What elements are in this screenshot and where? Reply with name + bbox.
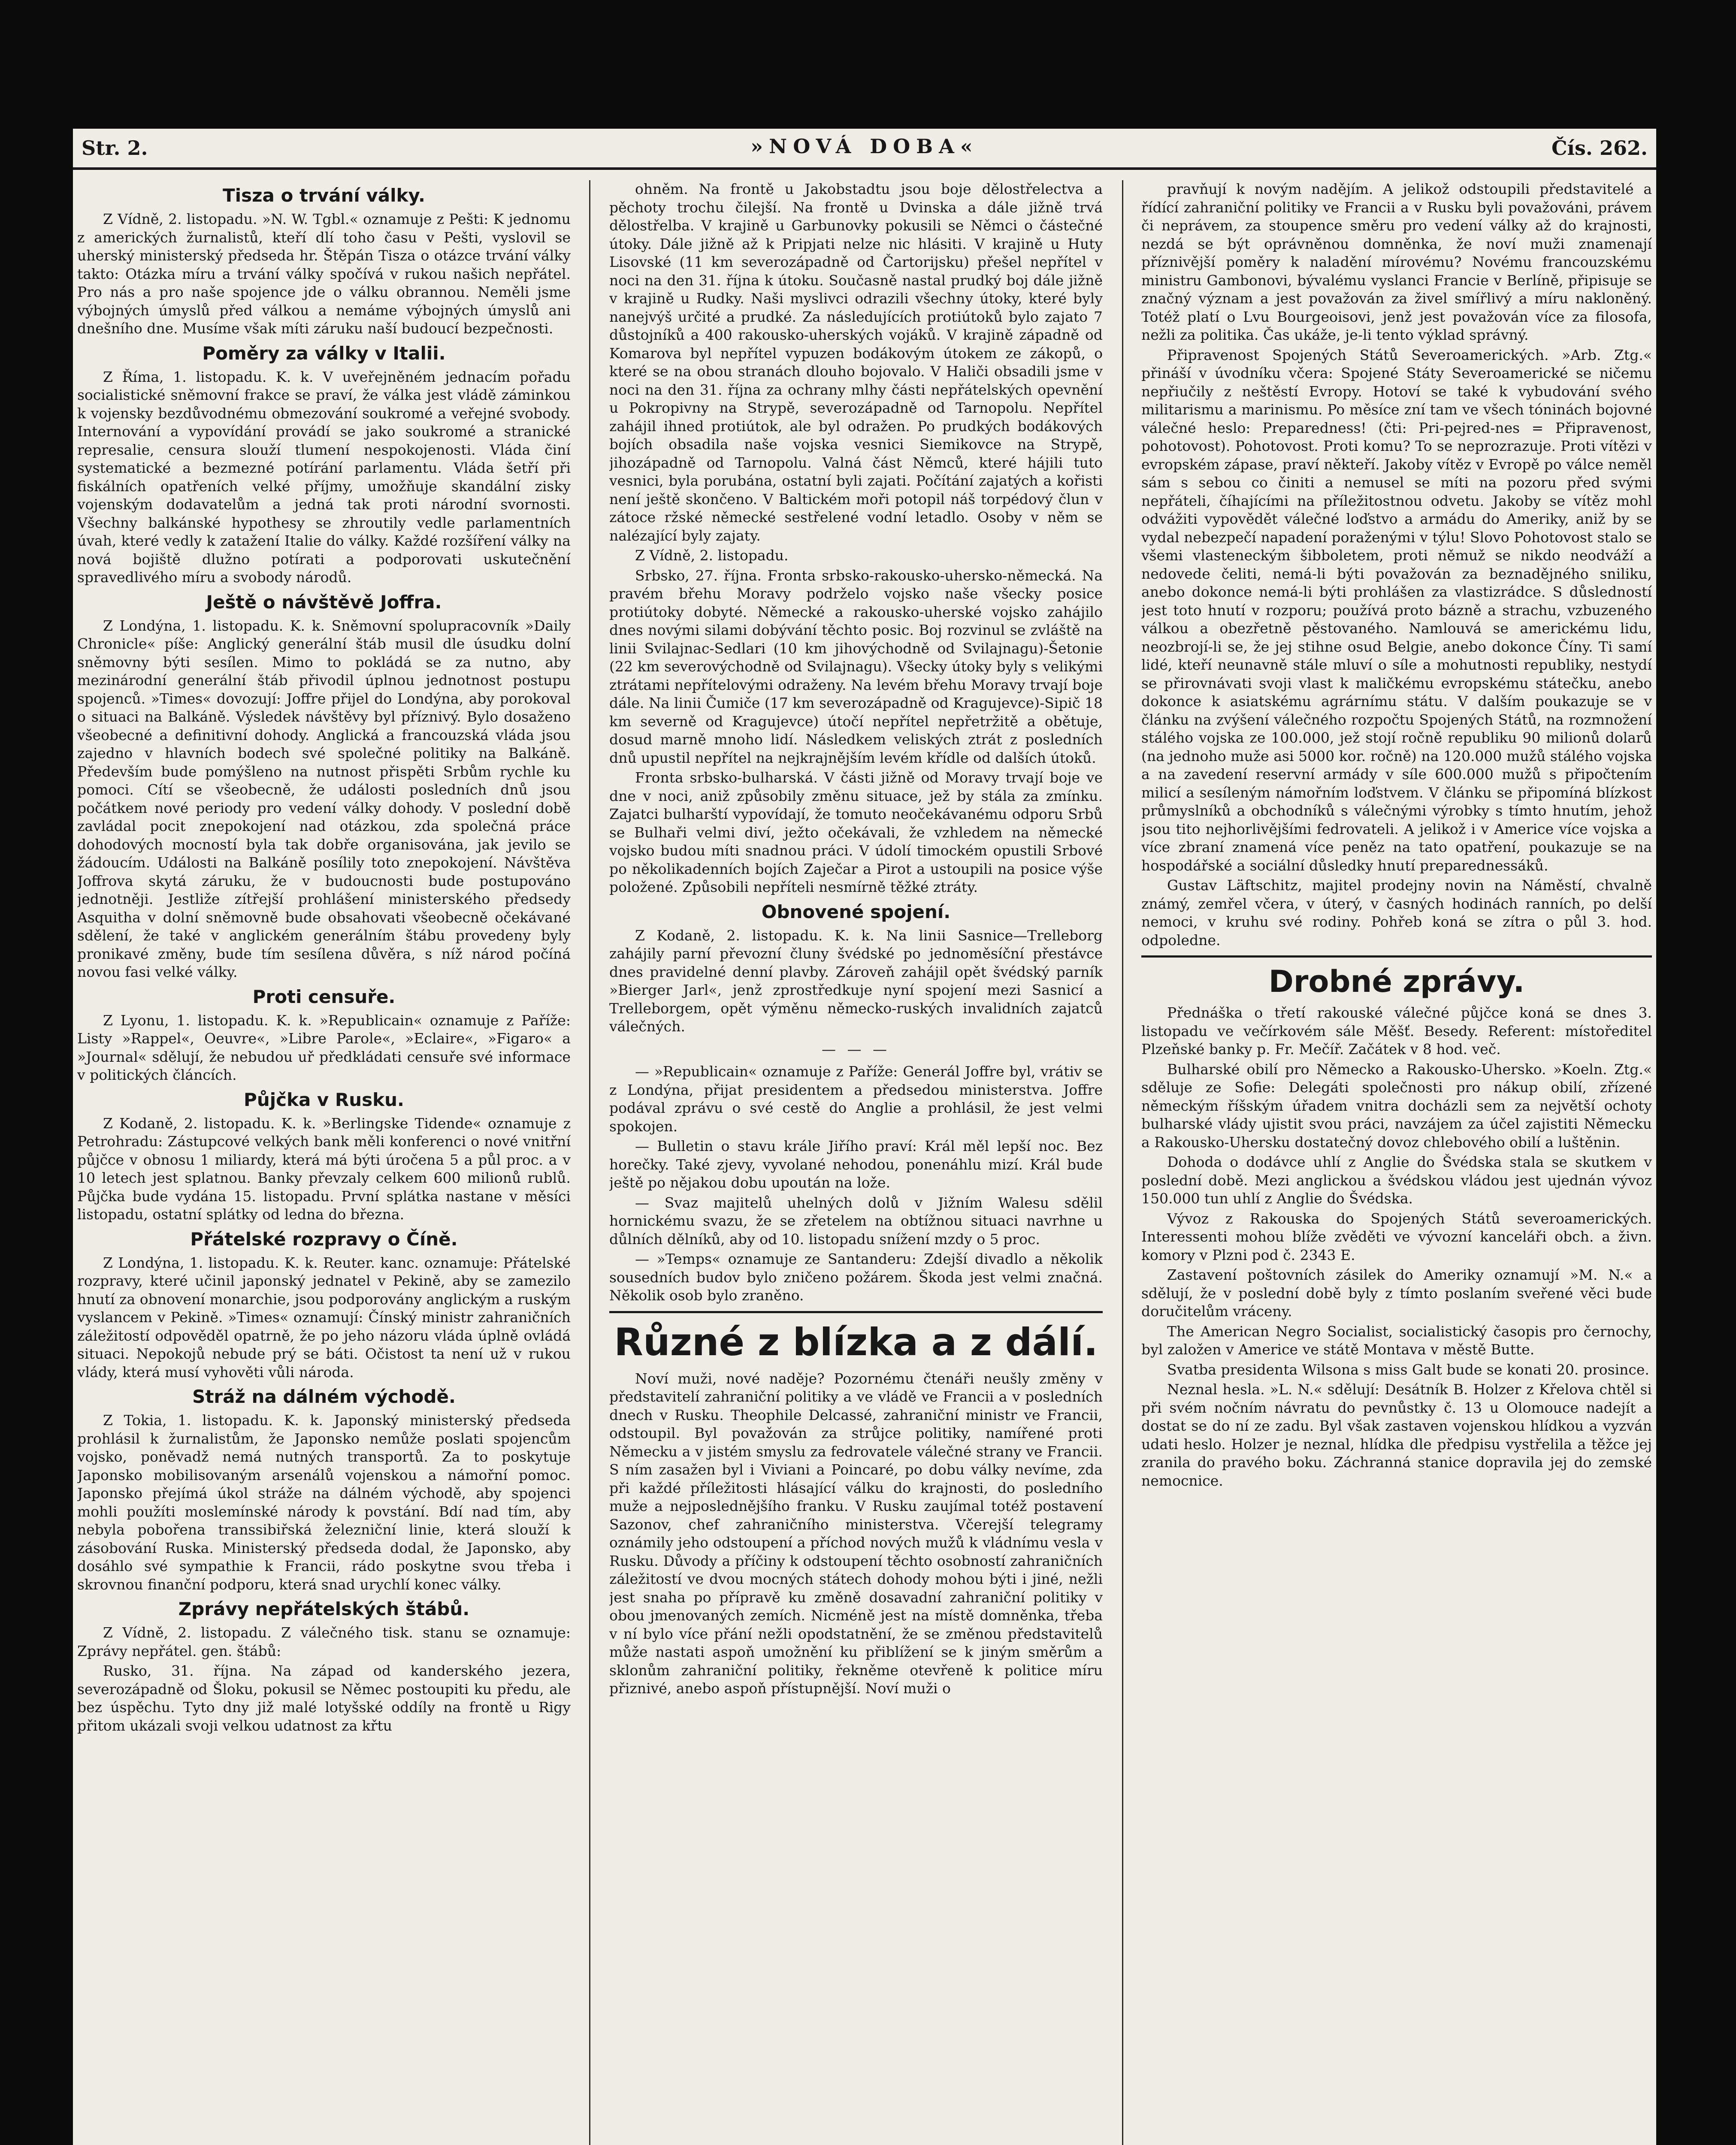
article-text: — »Temps« oznamuje ze Santanderu: Zdejší divadlo a několik sousedních budov bylo zničeno požárem. Škoda jest velmi značná. Několik osob bylo zraněno. xyxy=(609,1251,1103,1304)
article-text: Vývoz z Rakouska do Spojených Států severoamerických. Interessenti mohou blíže zvěděti ve vývozní kanceláři obch. a živn. komory v Plzni pod č. 2343 E. xyxy=(1141,1210,1652,1263)
article-text: Dohoda o dodávce uhlí z Anglie do Švédska stala se skutkem v poslední době. Mezi anglickou a švédskou vládou jest ujednán vývoz 150.000 tun uhlí z Anglie do Švédska. xyxy=(1141,1154,1652,1207)
article-text: Fronta srbsko-bulharská. V části jižně od Moravy trvají boje ve dne v noci, aniž způsobily změnu situace, jež by stála za zmínku. Zajatci bulharští vypovídají, že tomuto neočekávanému odporu Srbů se Bulhaři velmi diví, ježto očekávali, že vzhledem na německé vojsko budou míti snadnou práci. V údolí timockém opustili Srbové po několikadenních bojích Zaječar a Pirot a ustoupili na posice výše položené. Způsobili nepříteli nesmírně těžké ztráty. xyxy=(609,769,1103,895)
masthead-title: »NOVÁ DOBA« xyxy=(750,135,979,158)
article-text: — »Republicain« oznamuje z Paříže: Generál Joffre byl, vrátiv se z Londýna, přijat presidentem a předsedou ministerstva. Joffre podával zprávu o své cestě do Anglie a prohlásil, že jest velmi spokojen. xyxy=(609,1063,1103,1135)
article-text: Z Kodaně, 2. listopadu. K. k. Na linii Sasnice—Trelleborg zahájily parní převozní čluny švédské po jednoměsíční přestávce dnes pravidelné denní plavby. Zároveň zahájil opět švédský parník »Bierger Jarl«, jenž zprostředkuje nyní spojení mezi Sasnicí a Trelleborgem, opět výměnu německo-ruských invalidních zajatců válečných. xyxy=(609,927,1103,1035)
article-text: Přednáška o třetí rakouské válečné půjčce koná se dnes 3. listopadu ve večírkovém sále Měšť. Besedy. Referent: místoředitel Plzeňské banky p. Fr. Mečíř. Začátek v 8 hod. več. xyxy=(1141,1004,1652,1057)
article-text: Z Kodaně, 2. listopadu. K. k. »Berlingske Tidende« oznamuje z Petrohradu: Zástupcové velkých bank měli konferenci o nové vnitřní půjčce v obnosu 1 miliardy, která má býti úročena 5 a půl proc. a v 10 letech jest splatnou. Banky převzaly celkem 600 milionů rublů. Půjčka bude vydána 15. listopadu. První splátka nastane v měsíci listopadu, ostatní splátky od ledna do března. xyxy=(77,1115,571,1223)
article-text: Gustav Läftschitz, majitel prodejny novin na Náměstí, chvalně známý, zemřel včera, v úterý, v časných hodinách ranních, po delší nemoci, v kruhu své rodiny. Pohřeb koná se zítra o půl 3. hod. odpoledne. xyxy=(1141,877,1652,949)
article-text: pravňují k novým nadějím. A jelikož odstoupili představitelé a řídící zahraniční politiky ve Francii a v Rusku byli považováni, právem či neprávem, za stoupence směru pro vedení války až do krajnosti, nezdá se být oprávněnou domněnka, že noví muži znamenají příznivější poměry k naladění mírovému? Novému francouzskému ministru Gambonovi, bývalému vyslanci Francie v Berlíně, připisuje se značný význam a jest považován za živel smířlivý a míru nakloněný. Totéž platí o Lvu Bourgeoisovi, jenž jest považován více za filosofa, nežli za politika. Čas ukáže, je-li tento výklad správný. xyxy=(1141,181,1652,343)
headline-tisza: Tisza o trvání války. xyxy=(223,185,425,206)
article-text: Z Vídně, 2. listopadu. »N. W. Tgbl.« oznamuje z Pešti: K jednomu z amerických žurnalistů, kteří dlí toho času v Pešti, vyslovil se uherský ministerský předseda hr. Štěpán Tisza o otázce trvání války takto: Otázka míru a trvání války spočívá v rukou našich nepřátel. Pro nás a pro naše spojence jde o válku obrannou. Neměli jsme výbojných úmyslů před válkou a nemáme výbojných úmyslů ani dnešního dne. Musíme však míti záruku naší budoucí bezpečnosti. xyxy=(77,211,571,337)
column-2 xyxy=(609,180,1103,2145)
headline-connection: Obnovené spojení. xyxy=(761,901,951,922)
article-text: Z Vídně, 2. listopadu. Z válečného tisk. stanu se oznamuje: Zprávy nepřátel. gen. štábů: xyxy=(77,1624,571,1659)
article-text: Z Lyonu, 1. listopadu. K. k. »Republicain« oznamuje z Paříže: Listy »Rappel«, Oeuvre«, »Libre Parole«, »Eclaire«, »Figaro« a »Journal« sdělují, že nebudou uř předkládati censuře své informace v politických článcích. xyxy=(77,1012,571,1083)
article-text: Svatba presidenta Wilsona s miss Galt bude se konati 20. prosince. xyxy=(1167,1361,1649,1378)
headline-enemy-staff-reports: Zprávy nepřátelských štábů. xyxy=(178,1598,470,1619)
article-text: ohněm. Na frontě u Jakobstadtu jsou boje dělostřelectva a pěchoty trochu čilejší. Na frontě u Dvinska a dále jižně trvá dělostřelba. V krajině u Garbunovky pokusili se Němci o částečné útoky. Dále jižně až k Pripjati nelze nic hlásiti. V krajině u Huty Lisovské (11 km severozápadně od Čartorijsku) přešel nepřítel v noci na den 31. října k útoku. Současně nastal prudký boj dále jižně v krajině u Rudky. Naši myslivci odrazili všechny útoky, které byly nanejvýš určité a prudké. Za následujících protiútoků bylo zajato 7 důstojníků a 400 rakousko-uherských vojáků. V krajině západně od Komarova byl nepřítel vypuzen bodákovým útokem ze zákopů, o které se na obou stranách dlouho bojovalo. V Haliči obsadili jsme v noci na den 31. října za ochrany mlhy části nepřátelských opevnění u Pokropivny na Strypě, severozápadně od Tarnopolu. Nepřítel zahájil ihned protiútok, ale byl odražen. Po prudkých bodákových bojích obsadila naše vojska vesnici Siemikovce na Strypě, jihozápadně od Tarnopolu. Valná část Němců, které hájili tuto vesnici, byla porubána, ostatní byli zajati. Počítání zajatých a kořisti není ještě skončeno. V Baltickém moři potopil náš torpédový člun v zátoce ržské německé sestřelené vodní letadlo. Osoby v něm se nalézající byly zajaty. xyxy=(609,181,1103,544)
divider xyxy=(609,1311,1103,1313)
section-title-misc: Různé z blízka a z dálí. xyxy=(614,1320,1098,1364)
column-1 xyxy=(77,180,571,2145)
column-rule xyxy=(589,180,590,2145)
article-text: Z Tokia, 1. listopadu. K. k. Japonský ministerský předseda prohlásil k žurnalistům, že Japonsko nemůže poslati spojencům vojsko, poněvadž nemá nutných transportů. Za to poskytuje Japonsko mobilisovaným arsenálů vojenskou a námořní pomoc. Japonsko přejímá úkol stráže na dálném východě, aby spojenci mohli použíti moslemínské národy k povstání. Bdí nad tím, aby nebyla pobořena transsibiřská železniční linie, která slouží k zásobování Ruska. Ministerský předseda dodal, že Japonsko, aby dosáhlo své sympathie k Francii, rádo poskytne svou třeba i skrovnou finanční podporu, která snad urychlí konec války. xyxy=(77,1412,571,1593)
article-text: Z Londýna, 1. listopadu. K. k. Reuter. kanc. oznamuje: Přátelské rozpravy, které učinil japonský jednatel v Pekině, aby se zamezilo hnutí za obnovení monarchie, jsou podporovány anglickým a ruským vyslancem v Pekině. »Times« oznamují: Čínský ministr zahraničních záležitostí odpověděl opatrně, že po jeho názoru vláda úplně ovládá situaci. Nepokojů nebude prý se báti. Očistost ta není už v rukou vlády, která musí vyhověti vůli národa. xyxy=(77,1254,571,1381)
article-text: The American Negro Socialist, socialistický časopis pro černochy, byl založen v Americe ve státě Montava v městě Butte. xyxy=(1141,1323,1652,1358)
page-header xyxy=(73,129,1656,170)
column-rule xyxy=(1122,180,1123,2145)
page-number: Str. 2. xyxy=(82,136,148,160)
article-text: Rusko, 31. října. Na západ od kanderského jezera, severozápadně od Šloku, pokusil se Němec postoupiti ku předu, ale bez úspěchu. Tyto dny již malé lotyšské oddíly na frontě u Rigy přitom ukázali svoji velkou udatnost za křtu xyxy=(77,1662,571,1734)
article-text: Zastavení poštovních zásilek do Ameriky oznamují »M. N.« a sdělují, že v poslední době byly z tímto poslaním sveřené věci bude doručitelům vráceny. xyxy=(1141,1266,1652,1320)
issue-number: Čís. 262. xyxy=(1551,136,1648,160)
headline-censorship: Proti censuře. xyxy=(252,986,396,1007)
headline-far-east: Stráž na dálném východě. xyxy=(192,1386,456,1407)
article-text: Neznal hesla. »L. N.« sdělují: Desátník B. Holzer z Křelova chtěl si při svém nočním návratu do pevnůstky č. 13 u Olomouce nadejít a dostat se do ní ze zadu. Byl však zastaven vojenskou hlídkou a vyzván udati heslo. Holzer je neznal, hlídka dle předpisu vystřelila a těžce jej zranila do pravého boku. Záchranná stanice dopravila jej do zemské nemocnice. xyxy=(1141,1381,1652,1489)
article-text: Z Londýna, 1. listopadu. K. k. Sněmovní spolupracovník »Daily Chronicle« píše: Anglický generální štáb musil dle úsudku dolní sněmovny býti sesílen. Mimo to pokládá se za nutno, aby mezinárodní generální štáb přivodil úplnou jednotnost postupu spojenců. »Times« dovozují: Joffre přijel do Londýna, aby porokoval o situaci na Balkáně. Výsledek návštěvy byl příznivý. Bylo dosaženo všeobecné a definitivní dohody. Anglická a francouzská vláda jsou zajedno v hlavních bodech své společné politiky na Balkáně. Především bude pomýšleno na nutnost přispěti Srbům rychle ku pomoci. Cítí se všeobecně, že události posledních dnů jsou počátkem nové periody pro vedení války dohody. V poslední době zavládal pocit znepokojení nad otázkou, zda společná práce dohodových mocností byla tak dobře organisována, jak jevilo se žádoucím. Události na Balkáně posílily toto znepokojení. Návštěva Joffrova skytá záruku, že v budoucnosti bude postupováno jednotněji. Jestliže zítřejší prohlášení ministerského předsedy Asquitha v dolní sněmovně bude obsahovati všeobecně očekávané sdělení, že také v anglickém generálním štábu provedeny byly pronikavé změny, bude tím sesílena důvěra, s níž národ počíná novou fasi velké války. xyxy=(77,617,571,980)
article-text: — Bulletin o stavu krále Jiřího praví: Král měl lepší noc. Bez horečky. Také zjevy, vyvolané nehodou, ponenáhlu mizí. Král bude ještě po nějakou dobu upoután na lože. xyxy=(609,1138,1103,1191)
article-text: — Svaz majitelů uhelných dolů v Jižním Walesu sdělil hornickému svazu, že se zřetelem na obtížnou situaci navrhne u důlních dělníků, aby od 10. listopadu snížení mzdy o 5 proc. xyxy=(609,1194,1103,1248)
article-text: Bulharské obilí pro Německo a Rakousko-Uhersko. »Koeln. Ztg.« sděluje ze Sofie: Delegáti společnosti pro nákup obilí, zřízené německým říšským úřadem vnitra docházli sem za největší ochoty bulharské vlády ujistit svou práci, navzájem za účel zajistiti Německu a Rakousko-Uhersku dostatečný dovoz chlebového obilí a luštěnin. xyxy=(1141,1060,1652,1151)
separator: — — — xyxy=(822,1040,890,1057)
headline-joffre: Ještě o návštěvě Joffra. xyxy=(206,591,442,613)
article-text: Noví muži, nové naděje? Pozornému čtenáři neušly změny v představitelí zahraniční politiky a ve vládě ve Francii a v posledních dnech v Rusku. Theophile Delcassé, zahraniční ministr ve Francii, odstoupil. Byl považován za strůjce politiky, namířené proti Německu a v jistém smyslu za fedrovatele válečné strany ve Francii. S ním zasažen byl i Viviani a Poincaré, po dobu války nevíme, zda při každé příležitosti hlásající válku do krajnosti, do posledního muže a nejposlednějšího franku. V Rusku zaujímal totéž postavení Sazonov, chef zahraničního ministerstva. Včerejší telegramy oznámily jeho odstoupení a příchod nových mužů k vládnímu vesla v Rusku. Důvody a příčiny k odstoupení těchto osobností zahraničních záležitostí ve dvou mocných státech dohody mohou býti i jiné, nežli jest snaha po přípravě ku změně dosavadní zahraniční politiky v obou jmenovaných zemích. Nicméně jest na místě domněnka, třeba v ní bylo více přání nežli opodstatnění, že se změnou představitelů může nastati aspoň umožnění ku přiblížení se k jiným směrům a sklonům zahraniční politiky, řekněme otevřeně k politice míru přiznivé, anebo aspoň přístupnější. Noví muži o xyxy=(609,1370,1103,1697)
section-title-short-news: Drobné zprávy. xyxy=(1268,964,1525,999)
divider xyxy=(1141,955,1652,958)
article-text: Připravenost Spojených Států Severoamerických. »Arb. Ztg.« přináší v úvodníku včera: Spojené Státy Severoamerické se ničemu nepřiučily z neštěstí Evropy. Hotoví se také k vybudování svého militarismu a marinismu. Po měsíce zní tam ve všech tóninách bojovné válečné heslo: Preparedness! (čti: Pri-pejred-nes = Připravenost, pohotovost). Pohotovost. Proti komu? To se neprozrazuje. Proti vítězi v evropském zápase, praví někteří. Jakoby vítěz v Evropě po válce neměl sám s sebou co činiti a nemusel se míti na pozoru před svými nepřáteli, číhajícími na příležitostnou odvetu. Jakoby se vítěz mohl odvážiti vypovědět válečné loďstvo a armádu do Ameriky, aniž by se vydal nebezpečí napadení poraženými v týlu! Slovo Pohotovost stalo se všemi vlasteneckým šibboletem, proti němuž se nikdo neodváží a nedovede čeliti, nemá-li býti považován za beznadějného sniliku, anebo dokonce nemá-li býti prohlášen za vlastizrádce. S důsledností jest toto hnutí v rozporu; používá proto bázně a strachu, vzbuzeného válkou a obezřetně pěstovaného. Namlouvá se americkému lidu, neozbrojí-li se, že jej stihne osud Belgie, anebo dokonce Číny. Ti samí lidé, kteří neunavně stále mluví o síle a mohutnosti republiky, nestydí se přirovnávati svoji vlast k maličkému evropskému státečku, anebo dokonce k asiatskému agrárnímu státu. V dalším poukazuje se v článku na zvýšení válečného rozpočtu Spojených Států, na rozmnožení stálého vojska ze 100.000, jež stojí ročně republiku 90 milionů dolarů (na jednoho muže asi 5000 kor. ročně) na 120.000 mužů stálého vojska a na zavedení reservní armády v síle 600.000 mužů s připočtením milicí a sesíleným námořním loďstvem. V článku se připomíná blízkost průmyslníků a obchodníků s válečnými výrobky s tímto hnutím, jehož jsou tito nejhorlivějšími fedrovateli. A jelikož i v Americe více vojska a více zbraní znamená více peněz na tato opatření, poukazuje se na hospodářské a sociální důsledky hnutí preparednessáků. xyxy=(1141,346,1652,874)
headline-italy: Poměry za války v Italii. xyxy=(202,342,446,364)
headline-loan: Půjčka v Rusku. xyxy=(244,1089,404,1110)
newspaper-page xyxy=(73,129,1656,2145)
headline-china: Přátelské rozpravy o Číně. xyxy=(190,1228,458,1250)
article-text: Srbsko, 27. října. Fronta srbsko-rakousko-uhersko-německá. Na pravém břehu Moravy podrželo vojsko naše všecky posice protiútoky dobyté. Německé a rakousko-uherské vojsko zahájilo dnes novými silami dobývání těchto posic. Boj rozvinul se zvláště na linii Svilajnac-Sedlari (10 km jihovýchodně od Svilajnagu)-Šetonie (22 km severovýchodně od Svilajnagu). Všecky útoky byly s velikými ztrátami nepřítelovými odraženy. Na levém břehu Moravy trvají boje dále. Na linii Čumiče (17 km severozápadně od Kragujevce)-Sipič 18 km severně od Kragujevce) útočí nepřítel nepřetržitě a obětuje, dosud marně mnoho lidí. Následkem veliských ztrát z posledních dnů upustil nepřítel na nejkrajnějším levém křídle od dalších útoků. xyxy=(609,567,1103,766)
article-text: Z Vídně, 2. listopadu. xyxy=(635,547,789,564)
column-3 xyxy=(1141,180,1652,2145)
article-text: Z Říma, 1. listopadu. K. k. V uveřejněném jednacím pořadu socialistické sněmovní frakce se praví, že válka jest vládě záminkou k vojensky bezdůvodnému obmezování soukromé a veřejné svobody. Internování a vypovídání provádí se jako soukromé a stranické represalie, censura slouží tlumení nespokojenosti. Vláda činí systematické a bezmezné potírání parlamentu. Vláda šetří při fiskálních opatřeních velké příjmy, umožňuje skandální zisky vojenským dodavatelům a jedná tak proti národní svornosti. Všechny balkánské hypothesy se zhroutily vedle parlamentních úvah, které vedly k zatažení Italie do války. Každé rozšíření války na nová bojiště dlužno potírati a podporovati uskutečnění spravedlivého míru a svobody národů. xyxy=(77,368,571,586)
